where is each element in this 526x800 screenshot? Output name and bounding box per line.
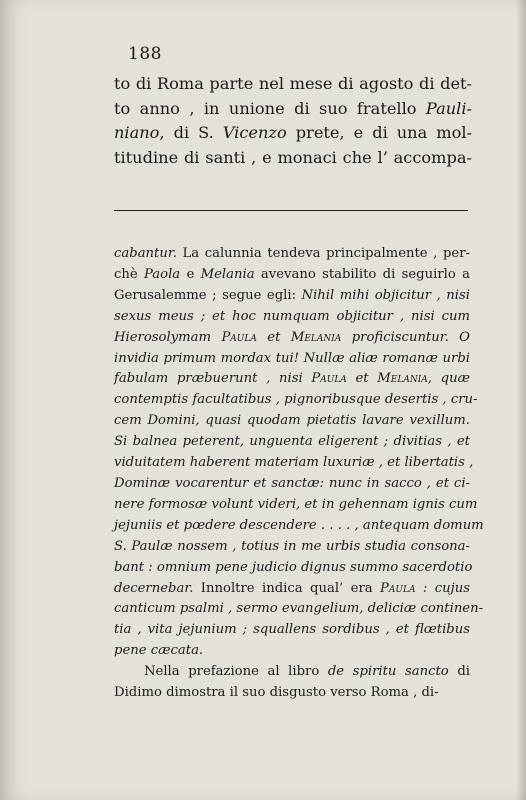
footnote-smallcaps-name: Paula (311, 371, 347, 387)
footnote-run (428, 371, 470, 386)
footnote-italic-run: viduitatem haberent materiam luxuriæ , et libertatis , (114, 455, 474, 471)
footnote-italic-run: invidia primum mordax tui! Nullæ aliæ romanæ urbi (114, 350, 470, 366)
footnote-italic-run: : cujus (415, 580, 470, 596)
footnote-smallcaps-name: Melania (377, 371, 428, 387)
footnote-line (114, 641, 470, 662)
footnote-italic-run: Paola (144, 266, 181, 282)
main-italic-run: niano (114, 123, 160, 142)
footnote-run (302, 288, 470, 303)
footnote-italic-run: bant : omnium pene judicio dignus summo sacerdotio (114, 559, 473, 575)
footnote-run (415, 581, 470, 596)
main-line (114, 72, 472, 97)
main-text-block (114, 72, 472, 170)
footnote-italic-run: et (256, 329, 291, 345)
footnote-run (114, 392, 477, 407)
footnote-run (114, 581, 193, 596)
footnote-text-run: avevano stabilito di seguirlo a (254, 266, 470, 282)
footnote-italic-run: fabulam præbuerunt , nisi (114, 371, 312, 387)
footnote-line (114, 558, 473, 579)
main-italic-run: Pauli- (425, 98, 472, 118)
footnote-run (114, 622, 470, 637)
footnote-line (114, 369, 470, 390)
footnote-line (114, 516, 484, 537)
footnote-block (114, 244, 484, 704)
footnote-line (114, 620, 470, 641)
footnote-line (114, 453, 474, 474)
footnote-run (341, 330, 470, 345)
footnote-italic-run: nere formosæ volunt videri, et in gehennam ignis cum (114, 496, 478, 512)
footnote-run (114, 309, 470, 324)
footnote-italic-run: de spiritu sancto (327, 664, 449, 680)
footnote-italic-run: Hierosolymam (114, 329, 222, 345)
footnote-line (114, 432, 470, 453)
footnote-text-run: La calunnia tendeva principalmente , per- (176, 246, 470, 261)
footnote-line (114, 579, 470, 600)
footnote-line (114, 328, 470, 349)
footnote-run (201, 267, 255, 282)
footnote-line (114, 599, 484, 620)
footnote-text-run: Innoltre indica qual’ era (193, 580, 381, 596)
footnote-italic-run: et (346, 371, 378, 387)
footnote-italic-run: decernebar. (114, 580, 194, 596)
main-text-run: prete, e di una mol- (286, 123, 472, 142)
footnote-text-run: di (448, 664, 471, 680)
footnote-italic-run: sexus meus ; et hoc numquam objicitur , nisi cum (114, 308, 470, 324)
footnote-italic-run: pene cæcata. (114, 643, 204, 659)
footnote-italic-run: jejuniis et pœdere descendere . . . . , antequam domum (114, 517, 484, 533)
main-text-run: titudine di santi , e monaci che l’ accompa- (114, 147, 472, 167)
footnote-italic-run: cabantur. (114, 246, 177, 261)
footnote-text-run: Nella prefazione al libro (144, 664, 328, 680)
footnote-line (114, 390, 478, 411)
footnote-separator-rule (114, 210, 468, 211)
footnote-italic-run: tia , vita jejunium ; squallens sordibus , et flœtibus (114, 622, 470, 638)
footnote-italic-run: Nihil mihi objicitur , nisi (301, 287, 470, 303)
footnote-line (114, 537, 470, 558)
main-italic-run: Vicenzo (222, 123, 287, 142)
footnote-smallcaps-name: Melania (290, 329, 342, 345)
footnote-run (114, 413, 470, 428)
main-line (114, 146, 472, 171)
footnote-line (114, 349, 470, 370)
footnote-italic-run: cem Domini, quasi quodam pietatis lavare vexillum. (114, 413, 470, 429)
footnote-run (114, 351, 470, 366)
footnote-run (114, 455, 473, 470)
page-number: 188 (128, 44, 162, 64)
footnote-run (328, 664, 449, 679)
footnote-text-run: Gerusalemme ; segue egli: (114, 287, 302, 303)
footnote-run (114, 497, 477, 512)
footnote-run (377, 371, 427, 386)
footnote-run (114, 539, 470, 554)
footnote-italic-run: contemptis facultatibus , pignoribusque desertis , cru- (114, 392, 478, 408)
footnote-text-run: chè (114, 266, 144, 282)
main-line (114, 97, 472, 122)
footnote-line (114, 683, 470, 704)
footnote-italic-run: Si balnea peterent, unguenta eligerent ; divitias , et (114, 434, 470, 450)
footnote-run (114, 518, 484, 533)
footnote-text-run: Didimo dimostra il suo disgusto verso Roma , di- (114, 685, 439, 701)
footnote-run (114, 434, 470, 449)
footnote-smallcaps-name: Paula (380, 580, 416, 596)
footnote-italic-run: proficiscuntur. O (341, 329, 470, 345)
main-line (114, 121, 472, 146)
footnote-italic-run: Dominæ vocarentur et sanctæ: nunc in sacco , et ci- (114, 475, 470, 491)
footnote-run (114, 560, 472, 575)
footnote-run (291, 330, 341, 345)
main-text-run: to di Roma parte nel mese di agosto di det- (114, 74, 472, 93)
page-edge-shadow (516, 0, 526, 800)
footnote-run (114, 371, 311, 386)
footnote-line (114, 474, 470, 495)
footnote-run (114, 246, 177, 261)
footnote-line (114, 495, 478, 516)
footnote-line (114, 286, 470, 307)
footnote-italic-run: canticum psalmi , sermo evangelium, deliciæ continen- (114, 601, 484, 617)
main-run (426, 99, 472, 118)
main-text-run: to anno , in unione di suo fratello (114, 98, 426, 118)
footnote-run (114, 476, 470, 491)
footnote-run (144, 267, 180, 282)
footnote-run (114, 330, 221, 345)
main-run (223, 123, 287, 142)
footnote-line (114, 307, 470, 328)
footnote-smallcaps-name: Paula (221, 329, 257, 345)
footnote-run (257, 330, 291, 345)
footnote-line (114, 411, 470, 432)
footnote-italic-run: Melania (200, 266, 255, 282)
main-run (114, 123, 159, 142)
footnote-italic-run: S. Paulæ nossem , totius in me urbis studia consona- (114, 538, 470, 554)
footnote-text-run: e (180, 266, 201, 282)
footnote-line (114, 662, 470, 683)
main-text-run: , di S. (159, 123, 223, 142)
footnote-run (114, 643, 203, 658)
footnote-run (114, 601, 483, 616)
footnote-run (221, 330, 256, 345)
footnote-line (114, 244, 470, 265)
footnote-run (311, 371, 346, 386)
footnote-run (380, 581, 415, 596)
footnote-run (347, 371, 377, 386)
footnote-italic-run: , quæ (427, 371, 470, 387)
footnote-line (114, 265, 470, 286)
